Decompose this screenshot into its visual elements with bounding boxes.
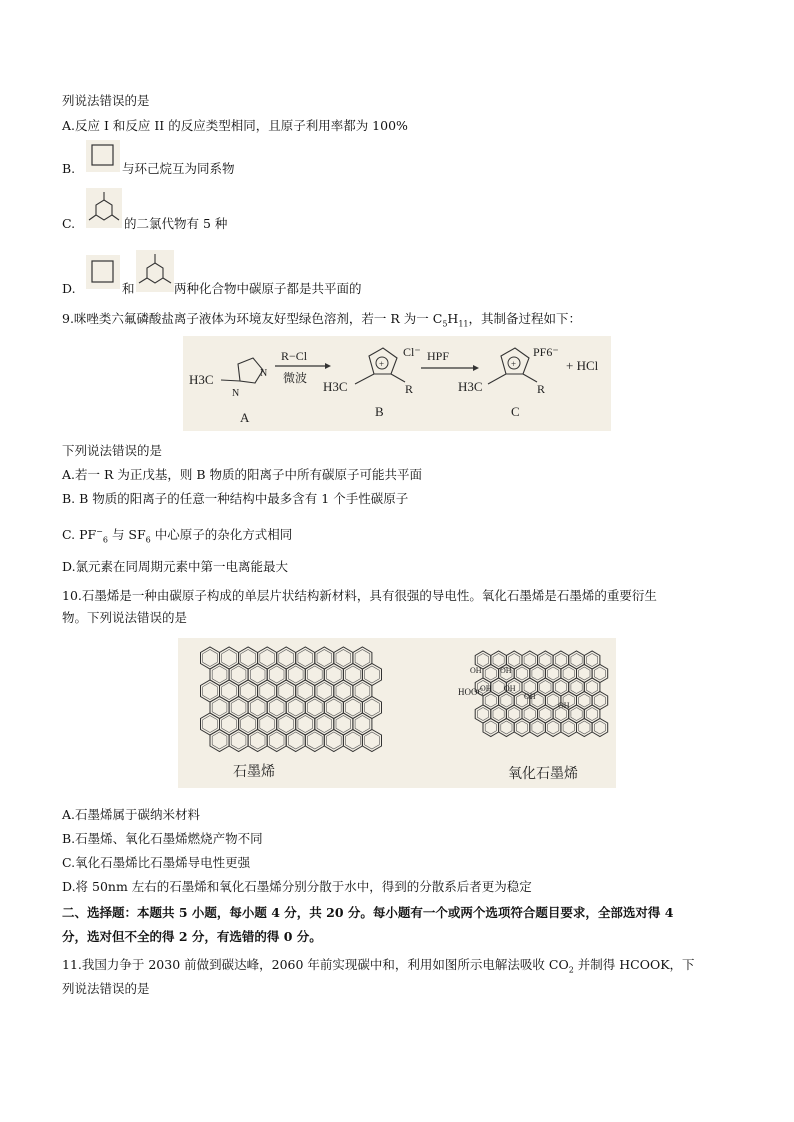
hexagon-inner-ring: [571, 708, 582, 721]
hexagon-inner-ring: [509, 708, 520, 721]
scheme-h3c-c: H3C: [458, 379, 483, 394]
cyclobutane-structure-image-d: [86, 255, 120, 289]
hexagon-inner-ring: [279, 650, 294, 667]
q10-option-d: D.将 50nm 左右的石墨烯和氧化石墨烯分别分散于水中，得到的分散系后者更为稳定: [62, 879, 532, 894]
hexagon-ring: [343, 730, 362, 752]
hexagon-inner-ring: [203, 650, 218, 667]
hexagon-inner-ring: [346, 699, 361, 716]
hexagon-inner-ring: [260, 716, 275, 733]
hexagon-inner-ring: [555, 654, 566, 667]
hexagon-inner-ring: [540, 654, 551, 667]
hydroxyl-label: OH: [480, 684, 492, 693]
hexagon-inner-ring: [485, 721, 496, 734]
hexagon-inner-ring: [548, 667, 559, 680]
hexagon-ring: [248, 730, 267, 752]
hexagon-inner-ring: [317, 716, 332, 733]
q8-option-c-prefix: C.: [62, 216, 76, 231]
hexagon-inner-ring: [260, 683, 275, 700]
hexagon-inner-ring: [516, 667, 527, 680]
hexagon-inner-ring: [336, 650, 351, 667]
hexagon-inner-ring: [579, 667, 590, 680]
hexagon-inner-ring: [540, 681, 551, 694]
hexagon-inner-ring: [231, 699, 246, 716]
scheme-label-a: A: [240, 410, 250, 425]
graphene-oxide-caption: 氧化石墨烯: [508, 767, 578, 782]
hexagon-inner-ring: [587, 708, 598, 721]
hydroxyl-label: OH: [504, 684, 516, 693]
hexagon-inner-ring: [298, 650, 313, 667]
q8-option-a: A.反应 I 和反应 II 的反应类型相同，且原子利用率都为 100%: [62, 118, 408, 133]
hexagon-inner-ring: [327, 732, 342, 749]
q9-option-b: B. B 物质的阳离子的任意一种结构中最多含有 1 个手性碳原子: [62, 491, 409, 506]
hexagon-inner-ring: [212, 699, 227, 716]
scheme-r-b: R: [405, 382, 414, 396]
hexagon-inner-ring: [477, 654, 488, 667]
scheme-n2-a: N: [260, 368, 268, 379]
q10-stem-line1: 10.石墨烯是一种由碳原子构成的单层片状结构新材料，具有很强的导电性。氧化石墨烯是石墨烯的重要衍生: [62, 588, 657, 603]
scheme-reagent1-bottom: 微波: [283, 371, 308, 385]
hexagon-inner-ring: [587, 681, 598, 694]
hexagon-ring: [267, 730, 286, 752]
q8-option-d-and: 和: [122, 281, 135, 296]
q9-option-d: D.氯元素在同周期元素中第一电离能最大: [62, 559, 289, 574]
hydroxyl-label: OH: [470, 666, 482, 675]
hexagon-inner-ring: [269, 666, 284, 683]
hexagon-inner-ring: [336, 716, 351, 733]
hexagon-inner-ring: [269, 732, 284, 749]
hexagon-inner-ring: [241, 683, 256, 700]
section2-heading-line2: 分，选对但不全的得 2 分，有选错的得 0 分。: [62, 929, 322, 944]
hexagon-inner-ring: [555, 681, 566, 694]
hexagon-inner-ring: [279, 683, 294, 700]
hexagon-ring: [286, 730, 305, 752]
scheme-n1-a: N: [232, 388, 240, 399]
hydroxyl-label: OH: [558, 701, 570, 710]
hexagon-inner-ring: [288, 732, 303, 749]
q9-ask: 下列说法错误的是: [62, 443, 163, 458]
hexagon-inner-ring: [355, 716, 370, 733]
hexagon-inner-ring: [279, 716, 294, 733]
svg-text:+: +: [379, 359, 385, 369]
hexagon-inner-ring: [485, 694, 496, 707]
hexagon-inner-ring: [327, 666, 342, 683]
q10-option-c: C.氧化石墨烯比石墨烯导电性更强: [62, 855, 251, 870]
hexagon-inner-ring: [307, 699, 322, 716]
hexagon-inner-ring: [501, 721, 512, 734]
hexagon-inner-ring: [355, 650, 370, 667]
hexagon-inner-ring: [231, 666, 246, 683]
hexagon-inner-ring: [222, 683, 237, 700]
hexagon-inner-ring: [250, 732, 265, 749]
hexagon-inner-ring: [532, 667, 543, 680]
scheme-h3c-b: H3C: [323, 379, 348, 394]
scheme-label-b: B: [375, 404, 384, 419]
scheme-reagent1-top: R−Cl: [281, 349, 308, 363]
hexagon-inner-ring: [222, 716, 237, 733]
q11-stem-line1: 11.我国力争于 2030 前做到碳达峰，2060 年前实现碳中和，利用如图所示电解法吸收 $CO_2$ 并制得 HCOOK，下: [62, 957, 695, 975]
hexagon-inner-ring: [241, 650, 256, 667]
hexagon-inner-ring: [563, 721, 574, 734]
hexagon-inner-ring: [594, 721, 605, 734]
q8-option-b-text: 与环己烷互为同系物: [122, 161, 235, 176]
hexagon-inner-ring: [250, 699, 265, 716]
hexagon-inner-ring: [579, 694, 590, 707]
hexagon-inner-ring: [485, 667, 496, 680]
q9-option-c: C. $PF^-_6$ 与 $SF_6$ 中心原子的杂化方式相同: [62, 527, 293, 545]
hexagon-inner-ring: [212, 666, 227, 683]
hexagon-inner-ring: [307, 732, 322, 749]
svg-text:+: +: [511, 359, 517, 369]
hexagon-inner-ring: [346, 666, 361, 683]
hexagon-inner-ring: [594, 667, 605, 680]
hydroxyl-label: OH: [524, 692, 536, 701]
q9-option-a: A.若一 R 为正戊基，则 B 物质的阳离子中所有碳原子可能共平面: [62, 467, 422, 482]
graphene-structures-figure: [178, 638, 616, 788]
q8-option-d-text: 两种化合物中碳原子都是共平面的: [174, 281, 362, 296]
hexagon-inner-ring: [317, 650, 332, 667]
hexagon-inner-ring: [288, 699, 303, 716]
hexagon-inner-ring: [579, 721, 590, 734]
hexagon-inner-ring: [501, 694, 512, 707]
hexagon-inner-ring: [203, 716, 218, 733]
hexagon-inner-ring: [307, 666, 322, 683]
scheme-pf6-c: PF6⁻: [533, 345, 559, 359]
hexagon-inner-ring: [365, 699, 380, 716]
scheme-r-c: R: [537, 382, 546, 396]
hexagon-inner-ring: [571, 681, 582, 694]
hexagon-inner-ring: [493, 708, 504, 721]
scheme-label-c: C: [511, 404, 520, 419]
scheme-cl-b: Cl⁻: [403, 345, 421, 359]
hexagon-ring: [305, 730, 324, 752]
hexagon-inner-ring: [269, 699, 284, 716]
hexagon-inner-ring: [250, 666, 265, 683]
hexagon-inner-ring: [532, 721, 543, 734]
graphene-oxide-cooh: HOOC: [458, 687, 484, 697]
hexagon-inner-ring: [365, 666, 380, 683]
scheme-h3c-a: H3C: [189, 372, 214, 387]
q8-option-c-text: 的二氯代物有 5 种: [124, 216, 228, 231]
hexagon-inner-ring: [222, 650, 237, 667]
hexagon-inner-ring: [203, 683, 218, 700]
graphene-lattice: [201, 647, 382, 752]
hexagon-inner-ring: [477, 708, 488, 721]
hydroxyl-label: OH: [500, 666, 512, 675]
hexagon-inner-ring: [493, 681, 504, 694]
hexagon-inner-ring: [524, 654, 535, 667]
hexagon-inner-ring: [493, 654, 504, 667]
hexagon-inner-ring: [540, 708, 551, 721]
hexagon-inner-ring: [298, 716, 313, 733]
hexagon-inner-ring: [594, 694, 605, 707]
q10-stem-line2: 物。下列说法错误的是: [62, 610, 188, 625]
trimethylbenzene-structure-image-d: [136, 250, 174, 292]
section2-heading-line1: 二、选择题：本题共 5 小题，每小题 4 分，共 20 分。每小题有一个或两个选项符合题目要求，全部选对得 4: [62, 905, 674, 920]
q9-stem: 9.咪唑类六氟磷酸盐离子液体为环境友好型绿色溶剂，若一 R 为一 $C_5H_{11}$，其制备过程如下：: [62, 311, 582, 329]
hexagon-inner-ring: [231, 732, 246, 749]
hexagon-ring: [229, 730, 248, 752]
scheme-reagent2-top: HPF: [427, 349, 450, 363]
hexagon-inner-ring: [509, 654, 520, 667]
q8-option-b-prefix: B.: [62, 161, 76, 176]
hexagon-inner-ring: [355, 683, 370, 700]
q8-stem-tail: 列说法错误的是: [62, 93, 150, 108]
q10-option-a: A.石墨烯属于碳纳米材料: [62, 807, 201, 822]
q8-option-d-prefix: D.: [62, 281, 76, 296]
hexagon-inner-ring: [260, 650, 275, 667]
hexagon-inner-ring: [524, 708, 535, 721]
imidazolium-synthesis-scheme: [183, 336, 611, 431]
hexagon-inner-ring: [241, 716, 256, 733]
hexagon-inner-ring: [298, 683, 313, 700]
hexagon-inner-ring: [563, 667, 574, 680]
scheme-plus-hcl: + HCl: [566, 358, 599, 373]
hexagon-inner-ring: [336, 683, 351, 700]
cyclobutane-structure-image: [86, 140, 120, 172]
hexagon-inner-ring: [327, 699, 342, 716]
trimethylbenzene-structure-image: [86, 188, 122, 228]
hexagon-ring: [362, 730, 381, 752]
hexagon-inner-ring: [365, 732, 380, 749]
hexagon-inner-ring: [317, 683, 332, 700]
hexagon-ring: [324, 730, 343, 752]
q11-stem-line2: 列说法错误的是: [62, 981, 150, 996]
hexagon-inner-ring: [346, 732, 361, 749]
hexagon-inner-ring: [288, 666, 303, 683]
graphene-caption: 石墨烯: [233, 765, 275, 780]
hexagon-inner-ring: [587, 654, 598, 667]
q10-option-b: B.石墨烯、氧化石墨烯燃烧产物不同: [62, 831, 263, 846]
hexagon-inner-ring: [571, 654, 582, 667]
hexagon-inner-ring: [516, 721, 527, 734]
hexagon-ring: [210, 730, 229, 752]
graphene-oxide-lattice: [470, 651, 608, 737]
hexagon-inner-ring: [212, 732, 227, 749]
hexagon-inner-ring: [548, 721, 559, 734]
